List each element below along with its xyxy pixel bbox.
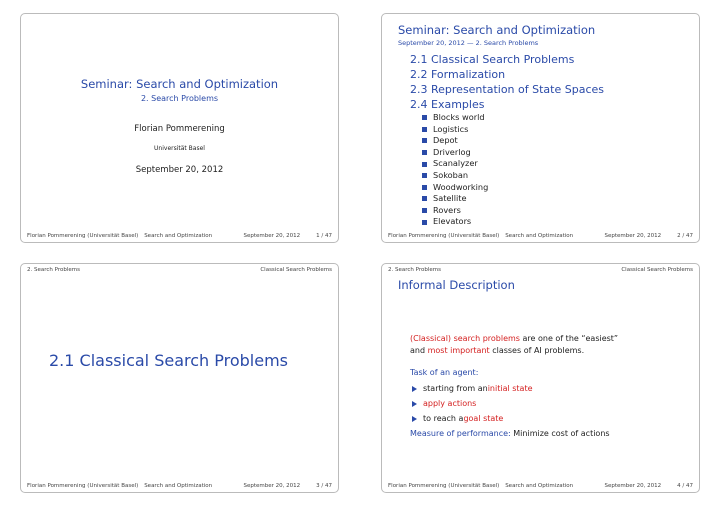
slide-4 — [381, 263, 700, 493]
footer-author: Florian Pommerening (Universität Basel) — [388, 233, 500, 239]
header-section: 2. Search Problems — [388, 267, 441, 273]
task-list — [412, 381, 533, 426]
triangle-bullet-icon — [412, 386, 417, 392]
footer-author: Florian Pommerening (Universität Basel) — [388, 483, 500, 489]
table-of-contents — [410, 52, 604, 112]
toc-item[interactable]: 2.3 Representation of State Spaces — [410, 83, 604, 96]
list-item: to reach a goal state — [412, 411, 533, 426]
footer-course: Search and Optimization — [505, 233, 574, 239]
square-bullet-icon — [422, 220, 427, 225]
list-item[interactable]: Woodworking — [422, 182, 488, 194]
footer-author: Florian Pommerening (Universität Basel) — [27, 483, 139, 489]
header-section: 2. Search Problems — [27, 267, 80, 273]
square-bullet-icon — [422, 173, 427, 178]
header-subsection: Classical Search Problems — [621, 267, 693, 273]
slide-1 — [20, 13, 339, 243]
list-item[interactable]: Depot — [422, 135, 488, 147]
square-bullet-icon — [422, 115, 427, 120]
toc-item[interactable]: 2.1 Classical Search Problems — [410, 53, 575, 66]
list-item: starting from an initial state — [412, 381, 533, 396]
footer-page: 2 / 47 — [677, 233, 693, 239]
footer-course: Search and Optimization — [505, 483, 574, 489]
highlight-most-important: most important — [427, 346, 490, 355]
list-item[interactable]: Blocks world — [422, 112, 488, 124]
header-subsection: Classical Search Problems — [260, 267, 332, 273]
section-title: 2.1 Classical Search Problems — [49, 351, 289, 370]
square-bullet-icon — [422, 150, 427, 155]
slide-3-header — [27, 267, 332, 273]
slide-3-footer — [21, 480, 338, 492]
footer-author: Florian Pommerening (Universität Basel) — [27, 233, 139, 239]
measure-of-performance: Measure of performance: Minimize cost of actions — [410, 429, 610, 438]
footer-page: 3 / 47 — [316, 483, 332, 489]
square-bullet-icon — [422, 185, 427, 190]
square-bullet-icon — [422, 208, 427, 213]
square-bullet-icon — [422, 127, 427, 132]
footer-page: 1 / 47 — [316, 233, 332, 239]
list-item[interactable]: Driverlog — [422, 147, 488, 159]
slide-4-footer — [382, 480, 699, 492]
list-item: apply actions — [412, 396, 533, 411]
slide-3 — [20, 263, 339, 493]
list-item[interactable]: Satellite — [422, 193, 488, 205]
slide-1-footer — [21, 230, 338, 242]
triangle-bullet-icon — [412, 401, 417, 407]
list-item[interactable]: Sokoban — [422, 170, 488, 182]
list-item[interactable]: Elevators — [422, 216, 488, 228]
task-label: Task of an agent: — [410, 368, 479, 377]
toc-item[interactable]: 2.2 Formalization — [410, 68, 506, 81]
square-bullet-icon — [422, 138, 427, 143]
slide-1-author: Florian Pommerening — [134, 124, 225, 134]
slide-1-title: Seminar: Search and Optimization — [80, 77, 279, 91]
footer-course: Search and Optimization — [144, 483, 213, 489]
measure-label: Measure of performance: — [410, 429, 511, 438]
slide-1-date: September 20, 2012 — [135, 165, 224, 175]
slide-1-subtitle: 2. Search Problems — [140, 94, 219, 103]
footer-date: September 20, 2012 — [243, 233, 301, 239]
footer-date: September 20, 2012 — [604, 233, 662, 239]
footer-date: September 20, 2012 — [604, 483, 662, 489]
highlight-search-problems: (Classical) search problems — [410, 334, 520, 343]
footer-date: September 20, 2012 — [243, 483, 301, 489]
slide-2-footer — [382, 230, 699, 242]
square-bullet-icon — [422, 162, 427, 167]
list-item[interactable]: Scanalyzer — [422, 158, 488, 170]
intro-paragraph: (Classical) search problems are one of the “easiest” and most important classes of AI problems. — [410, 334, 619, 355]
slide-2 — [381, 13, 700, 243]
footer-page: 4 / 47 — [677, 483, 693, 489]
slide-4-title: Informal Description — [398, 278, 515, 292]
list-item[interactable]: Rovers — [422, 205, 488, 217]
square-bullet-icon — [422, 196, 427, 201]
examples-list — [422, 112, 488, 228]
slide-2-subtitle: September 20, 2012 — 2. Search Problems — [398, 39, 539, 47]
triangle-bullet-icon — [412, 416, 417, 422]
list-item[interactable]: Logistics — [422, 124, 488, 136]
footer-course: Search and Optimization — [144, 233, 213, 239]
toc-item[interactable]: 2.4 Examples — [410, 98, 485, 111]
slide-2-title: Seminar: Search and Optimization — [398, 23, 596, 37]
slide-4-header — [388, 267, 693, 273]
slide-1-institution: Universität Basel — [154, 145, 205, 152]
